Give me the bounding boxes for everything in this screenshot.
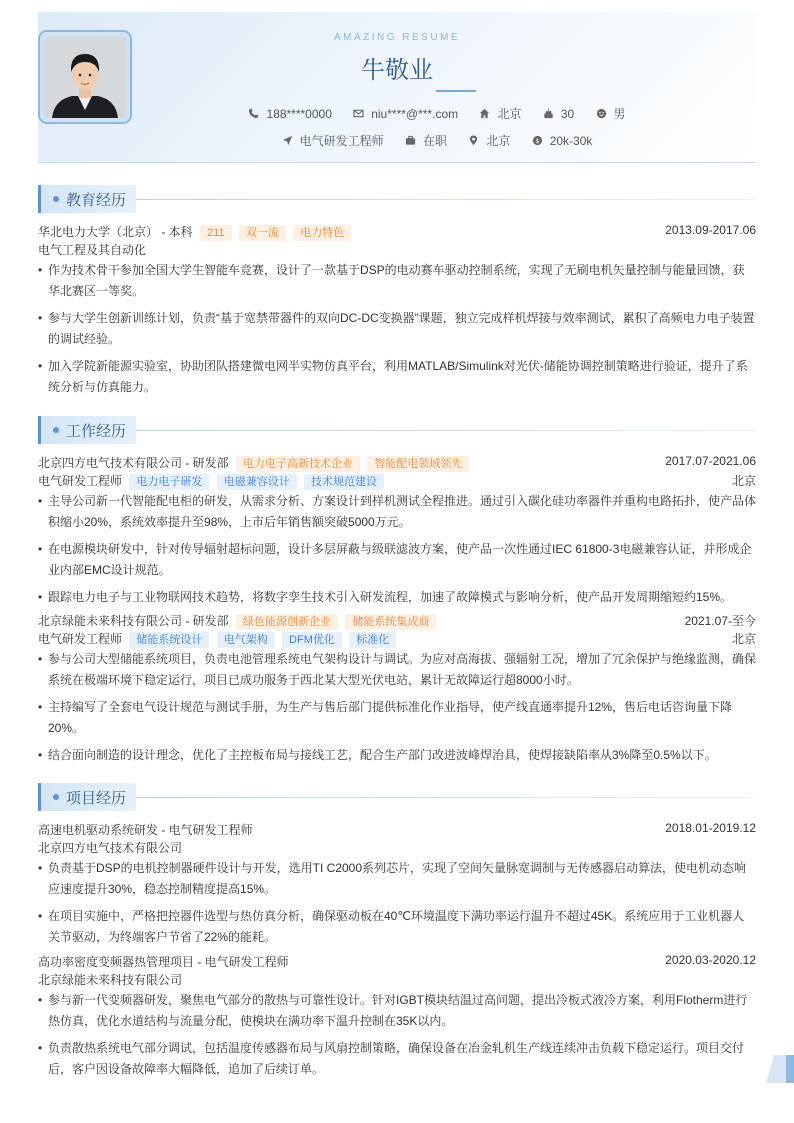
section-dot <box>53 794 59 800</box>
work-bullet: • 主持编写了全套电气设计规范与测试手册，为生产与售后部门提供标准化作业指导，使产线直通率提升12%，售后电话咨询量下降20%。 <box>38 700 733 735</box>
company-tag: 电力电子高新技术企业 <box>236 456 360 472</box>
name-underline <box>436 90 476 92</box>
education-bullet: • 加入学院新能源实验室，协助团队搭建微电网半实物仿真平台，利用MATLAB/Simulink对光伏-储能协调控制策略进行验证，提升了系统分析与仿真能力。 <box>38 359 748 394</box>
salary-info <box>532 134 593 148</box>
section-title-box <box>38 185 136 213</box>
education-period: 2013.09-2017.06 <box>665 223 756 237</box>
mail-icon <box>353 108 364 119</box>
work-location: 北京 <box>731 474 756 488</box>
gender-info <box>596 105 626 122</box>
company-tag: 智能配电领域领先 <box>367 456 469 472</box>
svg-text:$: $ <box>535 136 540 145</box>
section-education <box>38 185 756 213</box>
home-icon <box>479 108 490 119</box>
education-major-row <box>38 241 756 259</box>
section-work <box>38 416 756 444</box>
age-info <box>543 107 574 121</box>
send-icon <box>282 135 293 146</box>
gender-text: 男 <box>613 107 626 121</box>
role-tag: 储能系统设计 <box>129 632 209 648</box>
project-company: 北京绿能未来科技有限公司 <box>38 973 183 987</box>
school-name: 华北电力大学（北京） - 本科 <box>38 225 193 239</box>
section-title-box <box>38 783 136 811</box>
email-text: niu****@***.com <box>371 106 459 121</box>
gender-icon <box>596 108 607 119</box>
project-period: 2018.01-2019.12 <box>665 821 756 835</box>
section-dot <box>53 427 59 433</box>
resume-page <box>38 12 757 1076</box>
work-bullet: • 跟踪电力电子与工业物联网技术趋势，将数字孪生技术引入研发流程，加速了故障模式与影响分析，使产品开发周期缩短约15%。 <box>38 590 733 604</box>
work-bullet: • 主导公司新一代智能配电柜的研发，从需求分析、方案设计到样机测试全程推进。通过引入碳化硅功率器件并重构电路拓扑，使产品体积缩小20%，系统效率提升至98%，上市后年销售额突破5000万元。 <box>38 494 757 529</box>
role-tag: 电力电子研发 <box>129 474 209 490</box>
position-info <box>282 132 384 149</box>
role-tag: 电磁兼容设计 <box>217 474 297 490</box>
work-role-row <box>38 472 756 490</box>
section-divider <box>136 430 756 431</box>
work-company-row <box>38 454 756 472</box>
resume-subtitle: AMAZING RESUME <box>333 32 461 43</box>
phone-icon <box>248 108 259 119</box>
corner-decoration-icon <box>766 1055 794 1083</box>
education-bullet: • 作为技术骨干参加全国大学生智能车竞赛，设计了一款基于DSP的电动赛车驱动控制系统，实现了无刷电机矢量控制与能量回馈，获华北赛区一等奖。 <box>38 263 745 298</box>
project-company-row <box>38 971 756 989</box>
work-period: 2021.07-至今 <box>684 614 756 628</box>
role-name: 电气研发工程师 <box>38 474 123 488</box>
project-bullet: • 负责基于DSP的电机控制器硬件设计与开发，选用TI C2000系列芯片，实现了空间矢量脉宽调制与无传感器启动算法，使电机动态响应速度提升30%，稳态控制精度提高15%。 <box>38 861 747 896</box>
major: 电气工程及其自动化 <box>38 243 147 257</box>
work-bullet: • 结合面向制造的设计理念，优化了主控板布局与接线工艺，配合生产部门改进波峰焊治具，使焊接缺陷率从3%降至0.5%以下。 <box>38 748 717 762</box>
role-name: 电气研发工程师 <box>38 632 123 646</box>
work-location: 北京 <box>731 632 756 646</box>
project-company-row <box>38 839 756 857</box>
project-title: 高功率密度变频器热管理项目 - 电气研发工程师 <box>38 955 289 969</box>
work-bullet: • 在电源模块研发中，针对传导辐射超标问题，设计多层屏蔽与级联滤波方案，使产品一次性通过IEC 61800-3电磁兼容认证，并形成企业内部EMC设计规范。 <box>38 542 752 577</box>
project-title-row <box>38 821 756 839</box>
section-title-project: 项目经历 <box>66 789 127 807</box>
company-tag: 储能系统集成商 <box>345 614 436 630</box>
resume-header <box>38 12 756 163</box>
status-text: 在职 <box>422 134 447 148</box>
role-tag: 技术规范建设 <box>304 474 384 490</box>
project-title-row <box>38 953 756 971</box>
project-bullet: • 参与新一代变频器研发，聚焦电气部分的散热与可靠性设计。针对IGBT模块结温过高问题，提出冷板式液冷方案，利用Flotherm进行热仿真，优化水道结构与流量分配，使模块在满功率下温升控制在35K以内。 <box>38 993 748 1028</box>
section-divider <box>136 199 756 200</box>
age-text: 30 <box>560 106 575 121</box>
briefcase-icon <box>405 135 416 146</box>
work-period: 2017.07-2021.06 <box>665 454 756 468</box>
section-title-box <box>38 416 136 444</box>
section-title-work: 工作经历 <box>66 422 127 440</box>
salary-text: 20k-30k <box>549 133 593 148</box>
work-bullet: • 参与公司大型储能系统项目，负责电池管理系统电气架构设计与调试。为应对高海拔、强辐射工况，增加了冗余保护与绝缘监测，确保系统在极端环境下稳定运行，项目已成功服务于西北某大型光伏电站，累计无故障运行超8000小时。 <box>38 652 757 687</box>
school-tag: 电力特色 <box>293 225 351 241</box>
salary-icon <box>532 135 543 146</box>
phone-info <box>248 107 331 121</box>
phone-text: 188****0000 <box>266 106 332 121</box>
project-title: 高速电机驱动系统研发 - 电气研发工程师 <box>38 823 253 837</box>
home-text: 北京 <box>497 107 522 121</box>
company-name: 北京绿能未来科技有限公司 - 研发部 <box>38 614 229 628</box>
section-title-education: 教育经历 <box>66 191 127 209</box>
work-role-row <box>38 630 756 648</box>
status-info <box>405 132 447 149</box>
role-tag: DFM优化 <box>282 632 342 648</box>
project-bullet: • 在项目实施中，严格把控器件选型与热仿真分析，确保驱动板在40℃环境温度下满功率运行温升不超过45K。系统应用于工业机器人关节驱动，为终端客户节省了22%的能耗。 <box>38 909 745 944</box>
education-header <box>38 223 756 241</box>
project-company: 北京四方电气技术有限公司 <box>38 841 183 855</box>
role-tag: 电气架构 <box>217 632 275 648</box>
project-period: 2020.03-2020.12 <box>665 953 756 967</box>
education-bullet: • 参与大学生创新训练计划，负责“基于宽禁带器件的双向DC-DC变换器”课题，独立完成样机焊接与效率测试，累积了高频电力电子装置的调试经验。 <box>38 311 755 346</box>
section-project <box>38 783 756 811</box>
city-info <box>468 132 510 149</box>
city-text: 北京 <box>486 134 511 148</box>
contact-row <box>38 105 756 122</box>
candidate-name: 牛敬业 <box>361 56 433 84</box>
school-tag: 双一流 <box>239 225 286 241</box>
email-info <box>353 107 458 121</box>
home-info <box>479 105 521 122</box>
work-company-row <box>38 612 756 630</box>
company-name: 北京四方电气技术有限公司 - 研发部 <box>38 456 229 470</box>
job-intent-row <box>38 132 756 149</box>
company-tag: 绿色能源创新企业 <box>236 614 338 630</box>
position-text: 电气研发工程师 <box>299 134 384 148</box>
project-bullet: • 负责散热系统电气部分调试，包括温度传感器布局与风扇控制策略，确保设备在冶金轧机生产线连续冲击负载下稳定运行。项目交付后，客户因设备故障率大幅降低，追加了后续订单。 <box>38 1041 745 1076</box>
school-tag: 211 <box>200 225 232 241</box>
location-icon <box>468 135 479 146</box>
role-tag: 标准化 <box>349 632 396 648</box>
age-icon <box>543 108 554 119</box>
section-dot <box>53 196 59 202</box>
section-divider <box>136 797 756 798</box>
